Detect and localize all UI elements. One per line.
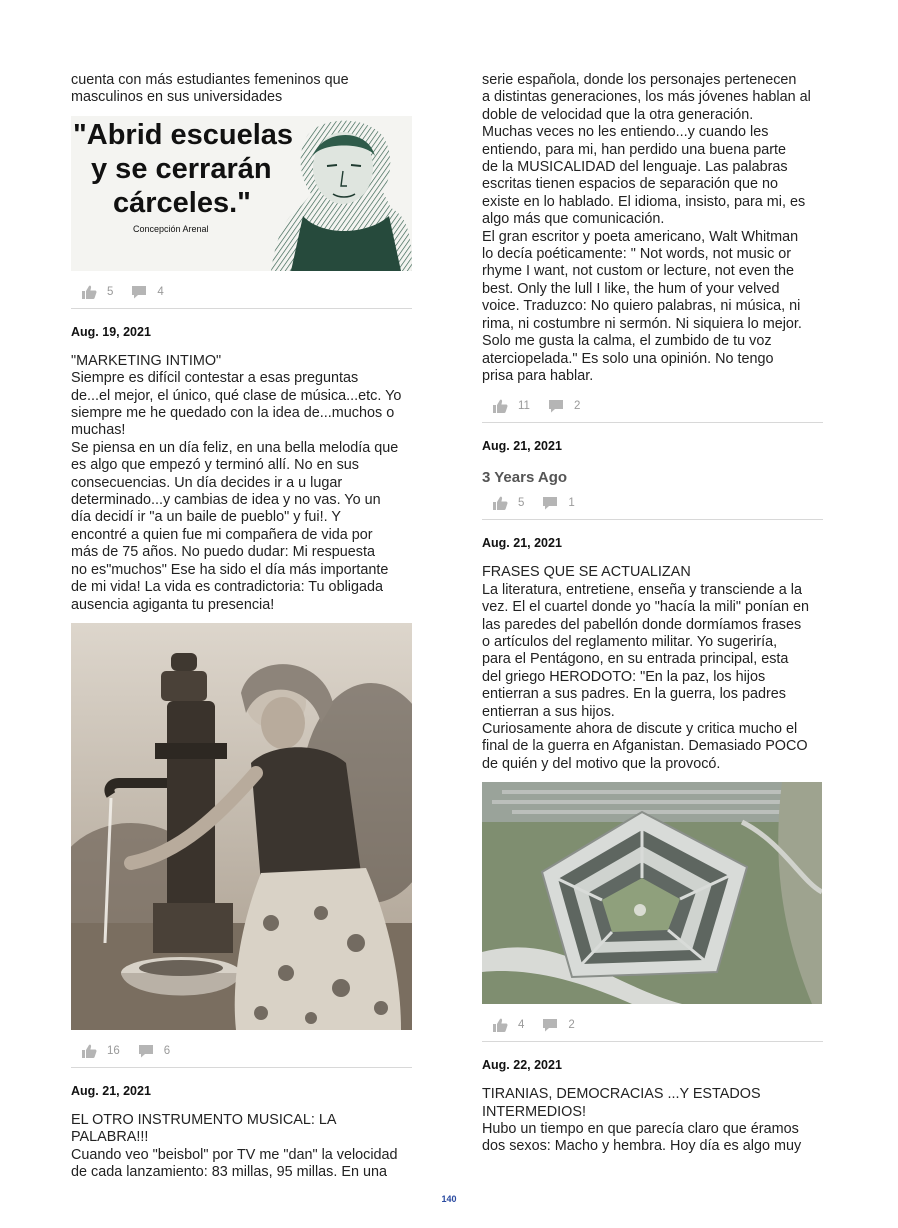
post-separator [482,1041,823,1042]
post-separator [482,519,823,520]
comment-count: 4 [157,285,164,298]
right-column [482,72,823,1156]
post-meta [71,281,412,303]
post-meta [482,1014,823,1036]
quote-image [71,116,412,271]
post-title: 3 Years Ago [482,469,568,487]
like-count: 16 [107,1044,120,1057]
pentagon-photo [482,782,823,1004]
comment-icon[interactable] [542,496,558,510]
thumbs-up-icon[interactable] [492,399,508,413]
post-date: Aug. 21, 2021 [482,536,562,551]
thumbs-up-icon[interactable] [81,285,97,299]
concepcion-arenal-quote-image [71,116,412,271]
post-date: Aug. 19, 2021 [71,324,151,339]
comment-count: 2 [568,1019,575,1032]
post-text: TIRANIAS, DEMOCRACIAS ...Y ESTADOS INTERMEDIOS! Hubo un tiempo en que parecía claro que éramos dos sexos: Macho y hembra. Hoy día es algo muy [482,1086,802,1155]
woman-at-fountain-photo [71,623,412,1030]
page-number: 140 [441,1194,457,1204]
post-text: FRASES QUE SE ACTUALIZAN La literatura, entretiene, enseña y transciende a la vez. El el cuartel donde yo "hacía la mili" ponían en las paredes del pabellón donde dormíamos frases o artículos del reglamento militar. Yo sugeriría, para el Pentágono, en su entrada principal, esta del griego HERODOTO: "En la paz, los hijos entierran a sus padres. En la guerra, los padres entierran a sus hijos. Curiosamente ahora de discute y critica mucho el final de la guerra en Afganistan. Demasiado POCO de quién y del motivo que la provocó. [482,564,810,772]
post-meta [71,1040,412,1062]
post-text: EL OTRO INSTRUMENTO MUSICAL: LA PALABRA!!! Cuando veo "beisbol" por TV me "dan" la velocidad de cada lanzamiento: 83 millas, 95 millas. En una [71,1111,398,1181]
pentagon-aerial-image [482,782,822,1004]
quote-line-1: "Abrid escuelas [73,118,294,151]
quote-line-3: cárceles." [113,186,251,219]
post-text: cuenta con más estudiantes femeninos que masculinos en sus universidades [71,72,349,106]
woman-at-fountain-image [71,623,412,1030]
comment-icon[interactable] [131,285,147,299]
quote-line-2: y se cerrarán [91,152,272,185]
post-separator [71,1067,412,1068]
thumbs-up-icon[interactable] [81,1044,97,1058]
like-count: 5 [518,497,525,510]
comment-count: 1 [568,497,575,510]
post-text: "MARKETING INTIMO" Siempre es difícil contestar a esas preguntas de...el mejor, el único, qué clase de música...etc. Yo siempre me he quedado con la idea de...muchos o muchas! Se piensa en un día feliz, en una bella melodía que es algo que empezó y terminó allí. No en sus consecuencias. Un día decides ir a u lugar determinado...y cambias de idea y no vas. Yo un día decidí ir "a un baile de pueblo" y fui!. Y encontré a quien fue mi compañera de vida por más de 75 años. No puedo dudar: Mi respuesta no es"muchos" Ese ha sido el día más importante de mi vida! La vida es contradictoria: Tu obligada ausencia agiganta tu presencia! [71,352,402,613]
post-meta [482,492,823,514]
post-meta [482,395,823,417]
left-column [71,72,412,1182]
comment-icon[interactable] [542,1018,558,1032]
thumbs-up-icon[interactable] [492,496,508,510]
thumbs-up-icon[interactable] [492,1018,508,1032]
comment-icon[interactable] [548,399,564,413]
post-separator [71,308,412,309]
comment-count: 2 [573,400,581,413]
like-count: 5 [107,285,114,298]
comment-count: 6 [163,1044,171,1057]
quote-author: Concepción Arenal [133,223,209,234]
comment-icon[interactable] [138,1044,154,1058]
like-count: 4 [518,1019,525,1032]
post-text: serie española, donde los personajes pertenecen a distintas generaciones, los más jóvenes hablan al doble de velocidad que la otra generación. Muchas veces no les entiendo...y cuando les entiendo, para mi, han perdido una buena parte de la MUSICALIDAD del lenguaje. Las palabras escritas tienen espacios de separación que no existe en lo hablado. El idioma, insisto, para mi, es algo más que comunicación. El gran escritor y poeta americano, Walt Whitman lo decía poéticamente: " Not words, not music or rhyme I want, not custom or lecture, not even the best. Only the lull I like, the hum of your velved voice. Traduzco: No quiero palabras, ni música, ni rima, ni costumbre ni sermón. Ni siquiera lo mejor. Solo me gusta la calma, el zumbido de tu voz aterciopelada." Es solo una opinión. No tengo prisa para hablar. [482,72,811,384]
post-date: Aug. 21, 2021 [71,1083,151,1098]
like-count: 11 [518,400,530,413]
post-date: Aug. 21, 2021 [482,439,562,454]
post-date: Aug. 22, 2021 [482,1058,562,1073]
post-separator [482,422,823,423]
